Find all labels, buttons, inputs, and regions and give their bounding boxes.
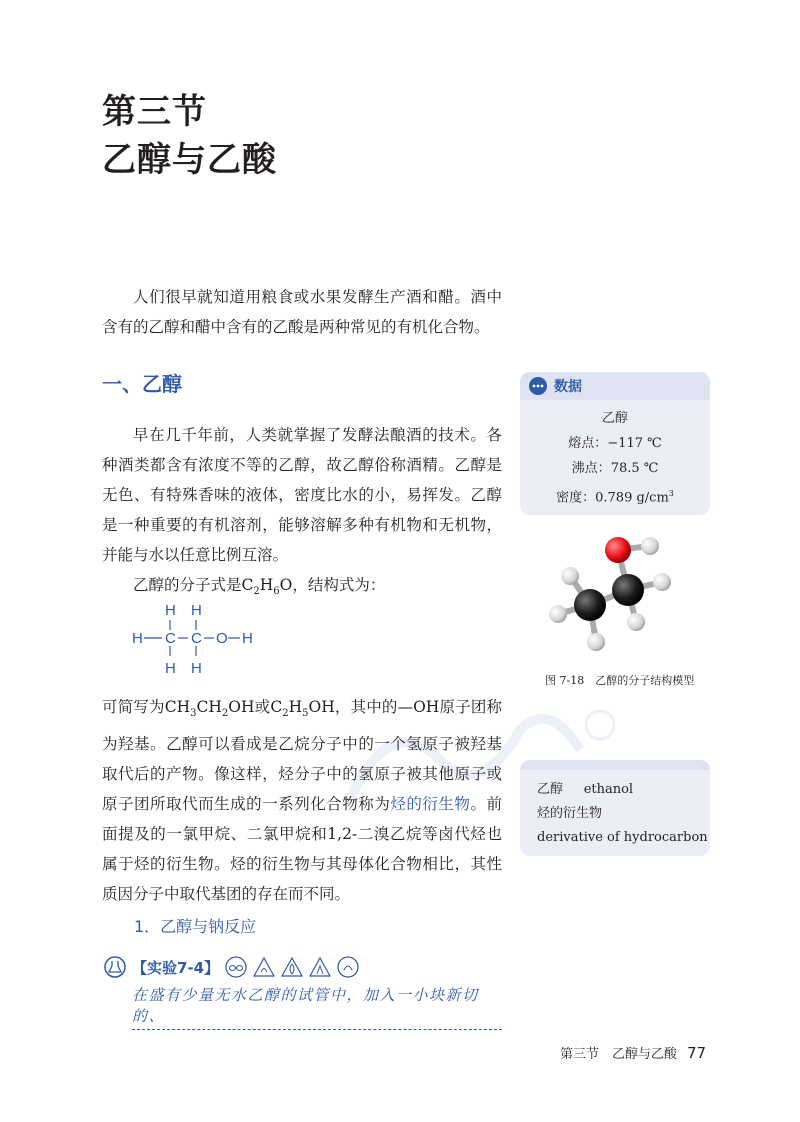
page-number: 77 bbox=[687, 1044, 707, 1062]
condensed-formula-2: $C_2H_5OH$ bbox=[270, 698, 335, 720]
atom-h-left: H bbox=[132, 630, 143, 647]
atom-h-top-2: H bbox=[191, 602, 202, 619]
atom-h-top-1: H bbox=[165, 602, 176, 619]
hydrogen-atom bbox=[549, 605, 567, 623]
melting-point: 熔点：−117 ℃ bbox=[568, 436, 662, 451]
vocab-ethanol: 乙醇 ethanol bbox=[537, 782, 634, 797]
hydrogen-atom bbox=[587, 633, 605, 651]
derivative-paragraph-text: 可简写为$CH_3CH_2OH$或$C_2H_5OH$，其中的—OH原子团称为羟基。乙醇可以看成是乙烷分子中的一个氢原子被羟基取代后的产物。像这样，烃分子中的氢原子被其他原子或原子团所取代而生成的一系列化合物称为烃的衍生物。前面提及的一氯甲烷、二氯甲烷和1,2-二溴乙烷等卤代烃也属于烃的衍生物。烃的衍生物与其母体化合物相比，其性质因分子中取代基团的存在而不同。 bbox=[102, 698, 502, 904]
data-box-header bbox=[520, 372, 710, 400]
data-box bbox=[520, 372, 710, 515]
page-footer bbox=[560, 1043, 706, 1062]
intro-text: 人们很早就知道用粮食或水果发酵生产酒和醋。酒中含有的乙醇和醋中含有的乙酸是两种常见的有机化合物。 bbox=[102, 288, 502, 336]
speech-bubble-icon bbox=[528, 376, 548, 396]
atom-c-1: C bbox=[165, 630, 176, 647]
carbon-atom bbox=[612, 574, 644, 606]
fire-icon bbox=[281, 956, 303, 978]
data-box-label: 数据 bbox=[554, 379, 582, 395]
oxygen-atom bbox=[605, 537, 631, 563]
density: 密度：0.789 $g/cm^3$ bbox=[556, 489, 674, 506]
vocab-derivative-en: derivative of hydrocarbon bbox=[537, 830, 708, 845]
hydrogen-atom bbox=[627, 613, 645, 631]
condensed-formula-1: $CH_3CH_2OH$ bbox=[164, 698, 255, 720]
subsection-heading: 1．乙醇与钠反应 bbox=[134, 917, 257, 936]
hot-icon bbox=[253, 956, 275, 978]
experiment-text: 在盛有少量无水乙醇的试管中，加入一小块新切的、 bbox=[132, 984, 502, 1030]
experiment-flask-icon bbox=[104, 956, 126, 978]
section-heading: 一、乙醇 bbox=[102, 372, 182, 396]
hydrogen-atom bbox=[641, 537, 659, 555]
intro-paragraph bbox=[102, 282, 502, 342]
goggles-icon bbox=[225, 956, 247, 978]
structural-formula bbox=[128, 596, 268, 682]
flammable-icon bbox=[309, 956, 331, 978]
hydrogen-atom bbox=[561, 567, 579, 585]
page-title: 乙醇与乙酸 bbox=[102, 140, 277, 180]
term-hydrocarbon-derivative: 烃的衍生物 bbox=[390, 795, 471, 814]
formula-line-pre: 乙醇的分子式是 bbox=[133, 576, 242, 594]
section-number: 第三节 bbox=[102, 92, 207, 132]
hydrogen-atom bbox=[653, 573, 671, 591]
footer-section: 第三节 乙醇与乙酸 bbox=[560, 1047, 678, 1062]
atom-c-2: C bbox=[191, 630, 202, 647]
atom-h-bottom-2: H bbox=[191, 660, 202, 677]
ethanol-paragraph bbox=[102, 420, 502, 607]
figure-caption: 图 7-18 乙醇的分子结构模型 bbox=[545, 674, 695, 687]
experiment-label: 【实验7-4】 bbox=[132, 958, 220, 977]
ethanol-paragraph-text: 早在几千年前，人类就掌握了发酵法酿酒的技术。各种酒类都含有浓度不等的乙醇，故乙醇俗称酒精。乙醇是无色、有特殊香味的液体，密度比水的小，易挥发。乙醇是一种重要的有机溶剂，能够溶解多种有机物和无机物，并能与水以任意比例互溶。 bbox=[102, 426, 502, 564]
wash-hands-icon bbox=[337, 956, 359, 978]
experiment-header bbox=[104, 956, 359, 978]
boiling-point: 沸点：78.5 ℃ bbox=[571, 461, 659, 476]
ethanol-molecule-model bbox=[540, 530, 690, 660]
formula-line-post: ，结构式为： bbox=[292, 576, 386, 594]
carbon-atom bbox=[574, 589, 606, 621]
atom-o: O bbox=[216, 630, 228, 647]
vocab-derivative-cn: 烃的衍生物 bbox=[537, 806, 603, 821]
atom-h-right: H bbox=[242, 630, 253, 647]
data-name: 乙醇 bbox=[601, 411, 628, 426]
molecular-formula: $C_2H_6O$ bbox=[241, 576, 293, 598]
atom-h-bottom-1: H bbox=[165, 660, 176, 677]
vocab-box bbox=[520, 760, 710, 856]
